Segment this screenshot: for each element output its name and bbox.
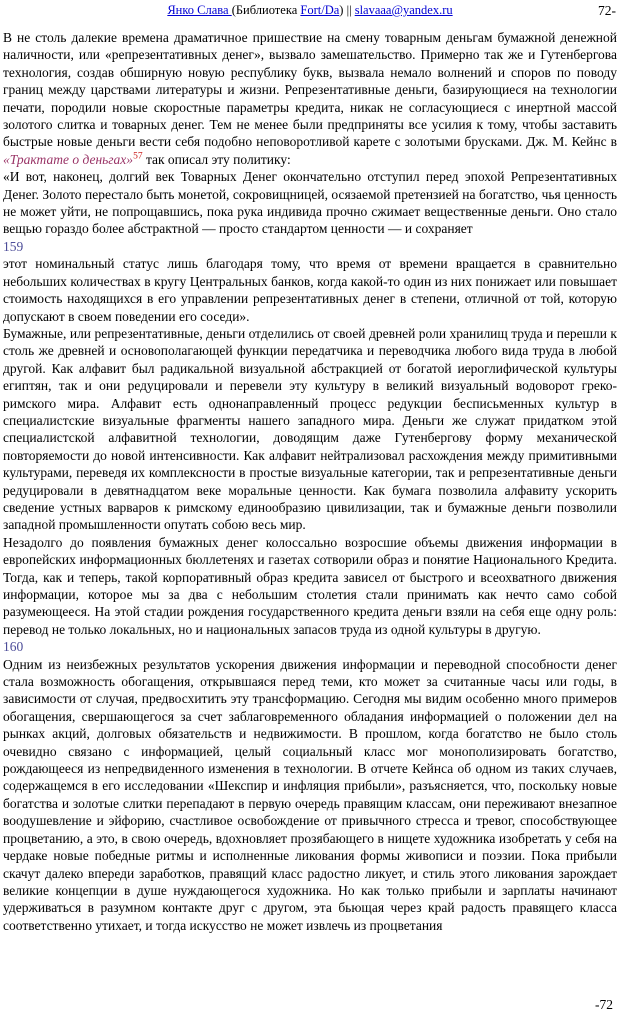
- email-link[interactable]: slavaaa@yandex.ru: [354, 3, 453, 17]
- book-title-treatise-on-money: «Трактате о деньгах»: [3, 151, 134, 167]
- author-link[interactable]: Янко Слава: [167, 3, 232, 17]
- page-header: [0, 0, 620, 18]
- library-link[interactable]: Fort/Da: [300, 3, 340, 17]
- paragraph-paper-money: Бумажные, или репрезентативные, деньги отделились от своей древней роли хранилищ труда и перешли к столь же древней и основополагающей функции передатчика и переводчика любого вида труда в любой другой. Как алфавит был радикальной визуальной абстракцией от богатой иероглифической культуры египтян, так и они редуцировали и перевели эту культуру в великий визуальный водоворот греко-римского мира. Алфавит есть однонаправленный процесс редукции бесписьменных культур в специалистские визуальные фрагменты нашего западного мира. Деньги же служат придатком этой специалистской алфавитной технологии, доводящим даже Гутенбергову форму механической повторяемости до новой интенсивности. Как алфавит нейтрализовал расхождения между примитивными культурами, переведя их комплексности в простые визуальные категории, так и репрезентативные деньги редуцировали в девятнадцатом веке моральные ценности. Как бумага позволила алфавиту ускорить сведение устных варваров к римскому единообразию цивилизации, так и бумажные деньги позволили западной промышленности опутать собою весь мир.: [3, 325, 617, 533]
- page-marker-159: 159: [3, 238, 24, 254]
- header-library-prefix: (Библиотека: [231, 3, 301, 17]
- footnote-reference-57: 57: [133, 151, 143, 162]
- page-number-top: 72-: [598, 3, 616, 18]
- paragraph-information-wealth: Одним из неизбежных результатов ускорения движения информации и переводной способности денег стала возможность обогащения, открывшаяся перед теми, кто может за считанные часы или годы, в зависимости от случая, предвосхитить эту трансформацию. Сегодня мы видим особенно много примеров обогащения, свершающегося за счет заблаговременного обладания информацией о положении дел на рынках акций, долговых обязательств и недвижимости. В прошлом, когда богатство не было столь очевидно связано с информацией, целый социальный класс мог монополизировать богатство, рождающееся из непредвиденного изменения в технологии. В отчете Кейнса об одном из таких случаев, содержащемся в его исследовании «Шекспир и инфляция прибыли», разъясняется, что, поскольку новые богатства и золотые слитки перепадают в первую очередь правящим классам, они переживают внезапное воодушевление и эйфорию, счастливое освобождение от привычного стресса и тревог, способствующее процветанию, а это, в свою очередь, вдохновляет прозябающего в нищете художника изобретать у себя на чердаке новые победные ритмы и исполненные ликования формы живописи и поэзии. Пока прибыли скачут далеко впереди заработков, правящий класс радостно ликует, и стиль этого ликования зарождает великие концепции в душе нуждающегося художника. Но как только прибыли и зарплаты начинают удерживаться в разумном контакте друг с другом, эта бьющая через край радость правящего класса соответственно утихает, и тогда искусство не может извлечь из процветания: [3, 656, 617, 933]
- paragraph-keynes-quote: «И вот, наконец, долгий век Товарных Денег окончательно отступил перед эпохой Репрезентативных Денег. Золото перестало быть монетой, сокровищницей, осязаемой претензией на богатство, чья ценность не может уйти, не попрощавшись, пока рука индивида прочно сжимает вещественные деньги. Оно стало вещью гораздо более абстрактной — просто стандартом ценности — и сохраняет: [3, 169, 617, 237]
- paragraph-intro-text: В не столь далекие времена драматичное пришествие на смену товарным деньгам бумажной денежной наличности, или «репрезентативных денег», вызвало замешательство. Примерно так же и Гутенбергова технология, создав обширную новую республику букв, вызвала немало волнений и споров по поводу границ между царствами литературы и жизни. Репрезентативные деньги, базирующиеся на технологии печати, породили новые скоростные параметры кредита, никак не согласующиеся с инертной массой золотого слитка и товарных денег. Тем не менее были предприняты все усилия к тому, чтобы заставить быстрые новые деньги вести себя подобно неповоротливой карете с золотыми брусками. Дж. М. Кейнс в: [3, 30, 617, 150]
- document-body: [3, 29, 617, 934]
- page-marker-160: 160: [3, 639, 24, 655]
- paragraph-intro: [3, 29, 617, 168]
- paragraph-quote-continuation: этот номинальный статус лишь благодаря тому, что время от времени вращается в сравнительно небольших количествах в кругу Центральных банков, когда какой-то один из них понижает или повышает стоимость находящихся в его управлении репрезентативных денег в степени, отличной от той, которую допускают в своем поведении его соседи».: [3, 256, 617, 324]
- paragraph-national-credit: Незадолго до появления бумажных денег колоссально возросшие объемы движения информации в европейских информационных бюллетенях и газетах сотворили образ и понятие Национального Кредита. Тогда, как и теперь, такой корпоративный образ кредита зависел от быстрого и всеохватного движения информации, которое мы за два с небольшим столетия стали принимать как нечто само собой разумеющееся. На этой стадии рождения государственного кредита деньги взяли на себя еще одну роль: перевод не только локальных, но и национальных запасов труда из одной культуры в другую.: [3, 534, 617, 637]
- header-separator: ) ||: [339, 3, 355, 17]
- page-number-bottom: -72: [595, 997, 613, 1012]
- paragraph-intro-tail: так описал эту политику:: [142, 151, 291, 167]
